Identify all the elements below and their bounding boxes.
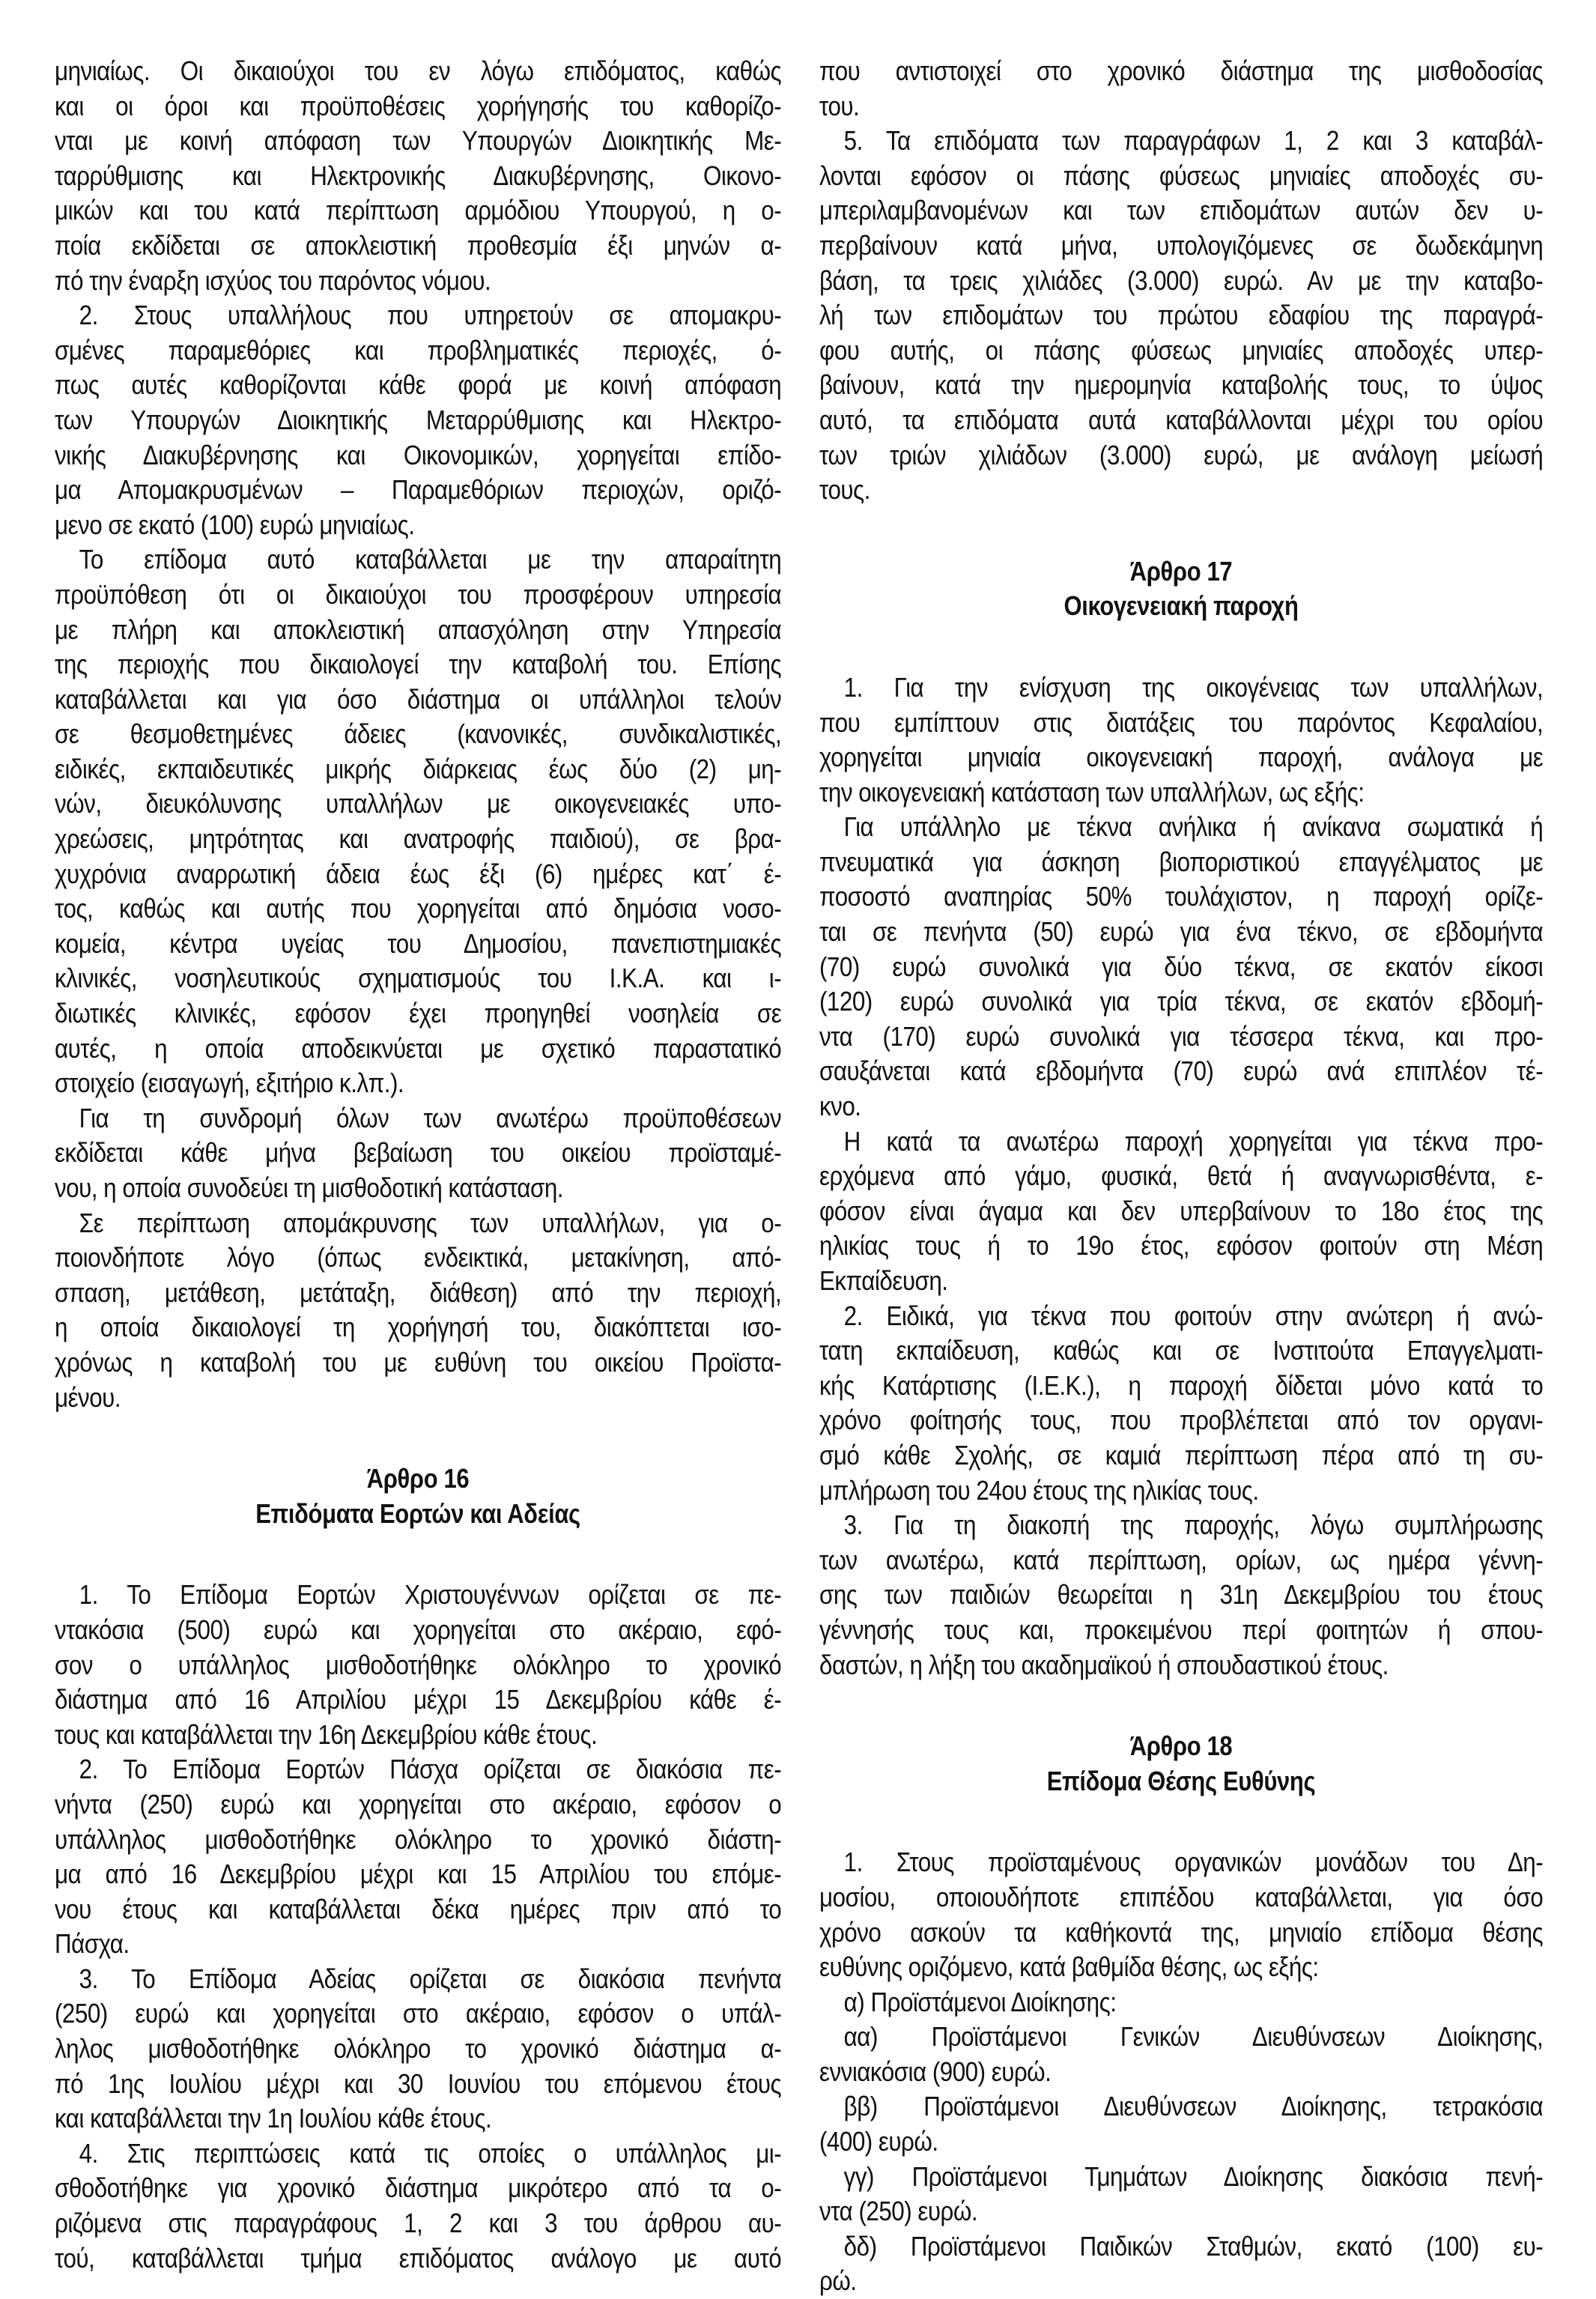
text-line: ββ) Προϊστάμενοι Διευθύνσεων Διοίκησης, τετρακόσια: [843, 2091, 1544, 2122]
text-line: Για τη συνδρομή όλων των ανωτέρω προϋποθέσεων: [79, 1102, 782, 1133]
text-line: αυτές, η οποία αποδεικνύεται με σχετικό παραστατικό: [55, 1032, 782, 1064]
text-line: αα) Προϊστάμενοι Γενικών Διευθύνσεων Διοίκησης,: [843, 2021, 1544, 2053]
text-line: χρόνως η καταβολή του με ευθύνη του οικείου Προϊστα-: [55, 1346, 782, 1378]
text-line: φόσον είναι άγαμα και δεν υπερβαίνουν το 18ο έτος της: [819, 1195, 1544, 1226]
text-line: σαυξάνεται κατά εβδομήντα (70) ευρώ ανά επιπλέον τέ-: [819, 1055, 1544, 1087]
text-line: δδ) Προϊστάμενοι Παιδικών Σταθμών, εκατό (100) ευ-: [843, 2230, 1544, 2262]
text-line: χυχρόνια αναρρωτική άδεια έως έξι (6) ημέρες κατ΄ έ-: [55, 858, 782, 889]
article-title: Επιδόματα Εορτών και Αδείας: [255, 1497, 580, 1529]
text-line: του.: [819, 90, 860, 121]
text-line: και καταβάλλεται την 1η Ιουλίου κάθε έτους.: [55, 2103, 492, 2134]
text-line: και οι όροι και προϋποθέσεις χορήγησής του καθορίζο-: [55, 90, 782, 121]
text-line: χρόνο φοίτησής τους, που προβλέπεται από τον οργανι-: [819, 1405, 1544, 1436]
text-line: βαίνουν, κατά την ημερομηνία καταβολής τους, το ύψος: [819, 369, 1544, 401]
text-line: 2. Το Επίδομα Εορτών Πάσχα ορίζεται σε διακόσια πε-: [79, 1754, 782, 1785]
text-line: μικών και του κατά περίπτωση αρμόδιου Υπουργού, η ο-: [55, 195, 782, 226]
text-line: νται με κοινή απόφαση των Υπουργών Διοικητικής Με-: [55, 125, 782, 157]
text-line: περβαίνουν κατά μήνα, υπολογιζόμενες σε δωδεκάμηνη: [819, 229, 1544, 261]
section-spacer: [819, 624, 1543, 670]
text-line: (250) ευρώ και χορηγείται στο ακέραιο, εφόσον ο υπάλ-: [55, 1998, 782, 2029]
text-line: νών, διευκόλυνσης υπαλλήλων με οικογενειακές υπο-: [55, 788, 782, 820]
text-line: ηλικίας τους ή το 19ο έτος, εφόσον φοιτούν στη Μέση: [819, 1230, 1544, 1261]
text-line: μοσίου, οποιουδήποτε επιπέδου καταβάλλεται, για όσο: [819, 1881, 1544, 1912]
text-line: πό 1ης Ιουλίου μέχρι και 30 Ιουνίου του επόμενου έτους: [55, 2068, 782, 2099]
text-line: τους και καταβάλλεται την 16η Δεκεμβρίου κάθε έτους.: [55, 1718, 598, 1750]
text-line: σμένες παραμεθόριες και προβληματικές περιοχές, ό-: [55, 334, 782, 366]
text-line: των τριών χιλιάδων (3.000) ευρώ, με ανάλογη μείωσή: [819, 439, 1544, 470]
text-line: εκδίδεται κάθε μήνα βεβαίωση του οικείου προϊσταμέ-: [55, 1137, 782, 1169]
text-line: ποία εκδίδεται σε αποκλειστική προθεσμία έξι μηνών α-: [55, 229, 782, 261]
text-line: μα από 16 Δεκεμβρίου μέχρι και 15 Απριλίου του επόμε-: [55, 1859, 782, 1890]
text-line: μένου.: [55, 1381, 121, 1413]
text-line: κής Κατάρτισης (Ι.Ε.Κ.), η παροχή δίδεται μόνο κατά το: [819, 1369, 1544, 1401]
article-number: Άρθρο 17: [1129, 555, 1233, 587]
text-line: (70) ευρώ συνολικά για δύο τέκνα, σε εκατόν είκοσι: [819, 951, 1544, 982]
text-line: με πλήρη και αποκλειστική απασχόληση στην Υπηρεσία: [55, 614, 782, 645]
text-line: τού, καταβάλλεται τμήμα επιδόματος ανάλογο με αυτό: [55, 2242, 782, 2274]
text-line: α) Προϊστάμενοι Διοίκησης:: [843, 1986, 1117, 2017]
text-line: τατη εκπαίδευση, καθώς και σε Ινστιτούτα Επαγγελματι-: [819, 1335, 1544, 1366]
text-line: φου αυτής, οι πάσης φύσεως μηνιαίες αποδοχές υπερ-: [819, 334, 1544, 366]
section-spacer: [819, 1799, 1543, 1845]
text-line: 2. Ειδικά, για τέκνα που φοιτούν στην ανώτερη ή ανώ-: [843, 1300, 1544, 1331]
text-line: Η κατά τα ανωτέρω παροχή χορηγείται για τέκνα προ-: [843, 1125, 1544, 1157]
text-line: (400) ευρώ.: [819, 2126, 938, 2157]
text-line: νικής Διακυβέρνησης και Οικονομικών, χορηγείται επίδο-: [55, 439, 782, 470]
text-line: υπάλληλος μισθοδοτήθηκε ολόκληρο το χρονικό διάστη-: [55, 1823, 782, 1855]
text-line: χρόνο ασκούν τα καθήκοντά της, μηνιαίο επίδομα θέσης: [819, 1916, 1544, 1948]
text-line: νου έτους και καταβάλλεται δέκα ημέρες πριν από το: [55, 1893, 782, 1924]
section-spacer: [819, 508, 1543, 554]
right-column: [819, 54, 1543, 2299]
text-line: ριζόμενα στις παραγράφους 1, 2 και 3 του άρθρου αυ-: [55, 2208, 782, 2239]
text-line: σπαση, μετάθεση, μετάταξη, διάθεση) από την περιοχή,: [55, 1276, 782, 1308]
text-line: 1. Το Επίδομα Εορτών Χριστουγέννων ορίζεται σε πε-: [79, 1579, 782, 1611]
text-line: στοιχείο (εισαγωγή, εξιτήριο κ.λπ.).: [55, 1067, 404, 1099]
text-line: πνευματικά για άσκηση βιοποριστικού επαγγέλματος με: [819, 846, 1544, 877]
section-spacer: [55, 1415, 781, 1462]
text-line: λονται εφόσον οι πάσης φύσεως μηνιαίες αποδοχές συ-: [819, 160, 1544, 191]
text-line: δαστών, η λήξη του ακαδημαϊκού ή σπουδαστικού έτους.: [819, 1649, 1389, 1680]
text-line: η οποία δικαιολογεί τη χορήγησή του, διακόπτεται ισο-: [55, 1312, 782, 1343]
text-line: 3. Το Επίδομα Αδείας ορίζεται σε διακόσια πενήντα: [79, 1963, 782, 1994]
text-line: κλινικές, νοσηλευτικούς σχηματισμούς του Ι.Κ.Α. και ι-: [55, 963, 782, 994]
text-line: χρεώσεις, μητρότητας και ανατροφής παιδιού), σε βρα-: [55, 823, 782, 855]
text-line: διωτικές κλινικές, εφόσον έχει προηγηθεί νοσηλεία σε: [55, 998, 782, 1029]
text-line: ρώ.: [819, 2265, 857, 2297]
text-line: διάστημα από 16 Απριλίου μέχρι 15 Δεκεμβρίου κάθε έ-: [55, 1684, 782, 1715]
text-line: τος, καθώς και αυτής που χορηγείται από δημόσια νοσο-: [55, 893, 782, 924]
text-line: αυτό, τα επιδόματα αυτά καταβάλλονται μέχρι του ορίου: [819, 404, 1544, 435]
text-line: γέννησής τους και, προκειμένου περί φοιτητών ή σπου-: [819, 1614, 1544, 1645]
article-title: Οικογενειακή παροχή: [1064, 590, 1299, 622]
article-number: Άρθρο 18: [1129, 1730, 1233, 1762]
text-line: ντα (170) ευρώ συνολικά για τέσσερα τέκνα, και προ-: [819, 1020, 1544, 1052]
text-line: 1. Για την ενίσχυση της οικογένειας των υπαλλήλων,: [843, 671, 1544, 703]
text-line: σον ο υπάλληλος μισθοδοτήθηκε ολόκληρο το χρονικό: [55, 1649, 782, 1680]
text-line: ερχόμενα από γάμο, φυσικά, θετά ή αναγνωρισθέντα, ε-: [819, 1160, 1544, 1192]
text-line: ληλος μισθοδοτήθηκε ολόκληρο το χρονικό διάστημα α-: [55, 2033, 782, 2065]
text-line: 4. Στις περιπτώσεις κατά τις οποίες ο υπάλληλος μι-: [79, 2137, 782, 2169]
text-line: ται σε πενήντα (50) ευρώ για ένα τέκνο, σε εβδομήντα: [819, 916, 1544, 948]
text-line: που εμπίπτουν στις διατάξεις του παρόντος Κεφαλαίου,: [819, 706, 1544, 738]
text-line: ευθύνης οριζόμενο, κατά βαθμίδα θέσης, ως εξής:: [819, 1951, 1319, 1983]
text-line: ταρρύθμισης και Ηλεκτρονικής Διακυβέρνησης, Οικονο-: [55, 160, 782, 191]
text-line: την οικογενειακή κατάσταση των υπαλλήλων, ως εξής:: [819, 776, 1365, 808]
section-spacer: [55, 1531, 781, 1578]
text-line: μπεριλαμβανομένων και των επιδομάτων αυτών δεν υ-: [819, 195, 1544, 226]
article-number: Άρθρο 16: [366, 1463, 470, 1494]
text-line: ειδικές, εκπαιδευτικές μικρής διάρκειας έως δύο (2) μη-: [55, 753, 782, 784]
text-line: ντα (250) ευρώ.: [819, 2196, 978, 2227]
text-line: μα Απομακρυσμένων – Παραμεθόριων περιοχών, οριζό-: [55, 474, 782, 506]
text-line: καταβάλλεται και για όσο διάστημα οι υπάλληλοι τελούν: [55, 683, 782, 715]
text-line: σης των παιδιών θεωρείται η 31η Δεκεμβρίου του έτους: [819, 1579, 1544, 1611]
text-line: Εκπαίδευση.: [819, 1265, 948, 1296]
text-line: βάση, τα τρεις χιλιάδες (3.000) ευρώ. Αν με την καταβο-: [819, 264, 1544, 296]
text-line: εννιακόσια (900) ευρώ.: [819, 2056, 1052, 2087]
text-line: 3. Για τη διακοπή της παροχής, λόγω συμπλήρωσης: [843, 1509, 1544, 1541]
text-line: νήντα (250) ευρώ και χορηγείται στο ακέραιο, εφόσον ο: [55, 1788, 782, 1820]
text-line: μενο σε εκατό (100) ευρώ μηνιαίως.: [55, 509, 415, 540]
text-line: νου, η οποία συνοδεύει τη μισθοδοτική κατάσταση.: [55, 1172, 563, 1203]
text-line: σε θεσμοθετημένες άδειες (κανονικές, συνδικαλιστικές,: [55, 718, 782, 750]
text-line: χορηγείται μηνιαία οικογενειακή παροχή, ανάλογα με: [819, 742, 1544, 773]
article-title: Επίδομα Θέσης Ευθύνης: [1046, 1765, 1316, 1796]
text-line: των Υπουργών Διοικητικής Μεταρρύθμισης και Ηλεκτρο-: [55, 404, 782, 435]
text-line: γγ) Προϊστάμενοι Τμημάτων Διοίκησης διακόσια πενή-: [843, 2160, 1544, 2192]
text-line: Το επίδομα αυτό καταβάλλεται με την απαραίτητη: [79, 544, 782, 575]
text-line: 1. Στους προϊσταμένους οργανικών μονάδων του Δη-: [843, 1847, 1544, 1878]
text-line: ποσοστό αναπηρίας 50% τουλάχιστον, η παροχή ορίζε-: [819, 881, 1544, 912]
text-line: (120) ευρώ συνολικά για τρία τέκνα, σε εκατόν εβδομή-: [819, 986, 1544, 1017]
text-line: σμό κάθε Σχολής, σε καμιά περίπτωση πέρα από τη συ-: [819, 1439, 1544, 1470]
text-line: λή των επιδομάτων του πρώτου εδαφίου της παραγρά-: [819, 300, 1544, 331]
text-line: σθοδοτήθηκε για χρονικό διάστημα μικρότερο από τα ο-: [55, 2172, 782, 2204]
text-line: προϋπόθεση ότι οι δικαιούχοι του προσφέρουν υπηρεσία: [55, 578, 782, 610]
text-line: Για υπάλληλο με τέκνα ανήλικα ή ανίκανα σωματικά ή: [843, 811, 1544, 843]
text-line: τους.: [819, 474, 870, 506]
text-line: ποιονδήποτε λόγο (όπως ενδεικτικά, μετακίνηση, από-: [55, 1242, 782, 1273]
text-line: πό την έναρξη ισχύος του παρόντος νόμου.: [55, 264, 491, 296]
text-line: μηνιαίως. Οι δικαιούχοι του εν λόγω επιδόματος, καθώς: [55, 55, 782, 86]
text-line: Πάσχα.: [55, 1928, 130, 1960]
text-line: πως αυτές καθορίζονται κάθε φορά με κοινή απόφαση: [55, 369, 782, 401]
text-line: 2. Στους υπαλλήλους που υπηρετούν σε απομακρυ-: [79, 300, 782, 331]
text-line: μπλήρωση του 24ου έτους της ηλικίας τους.: [819, 1474, 1259, 1506]
text-line: που αντιστοιχεί στο χρονικό διάστημα της μισθοδοσίας: [819, 55, 1544, 86]
text-line: της περιοχής που δικαιολογεί την καταβολή του. Επίσης: [55, 649, 782, 680]
text-line: κομεία, κέντρα υγείας του Δημοσίου, πανεπιστημιακές: [55, 927, 782, 959]
text-line: Σε περίπτωση απομάκρυνσης των υπαλλήλων, για ο-: [79, 1207, 782, 1238]
text-line: κνο.: [819, 1091, 861, 1122]
section-spacer: [819, 1682, 1543, 1729]
text-line: των ανωτέρω, κατά περίπτωση, ορίων, ως ημέρα γέννη-: [819, 1544, 1544, 1575]
left-column: [55, 54, 781, 2276]
text-line: ντακόσια (500) ευρώ και χορηγείται στο ακέραιο, εφό-: [55, 1614, 782, 1645]
text-line: 5. Τα επιδόματα των παραγράφων 1, 2 και 3 καταβάλ-: [843, 125, 1544, 157]
